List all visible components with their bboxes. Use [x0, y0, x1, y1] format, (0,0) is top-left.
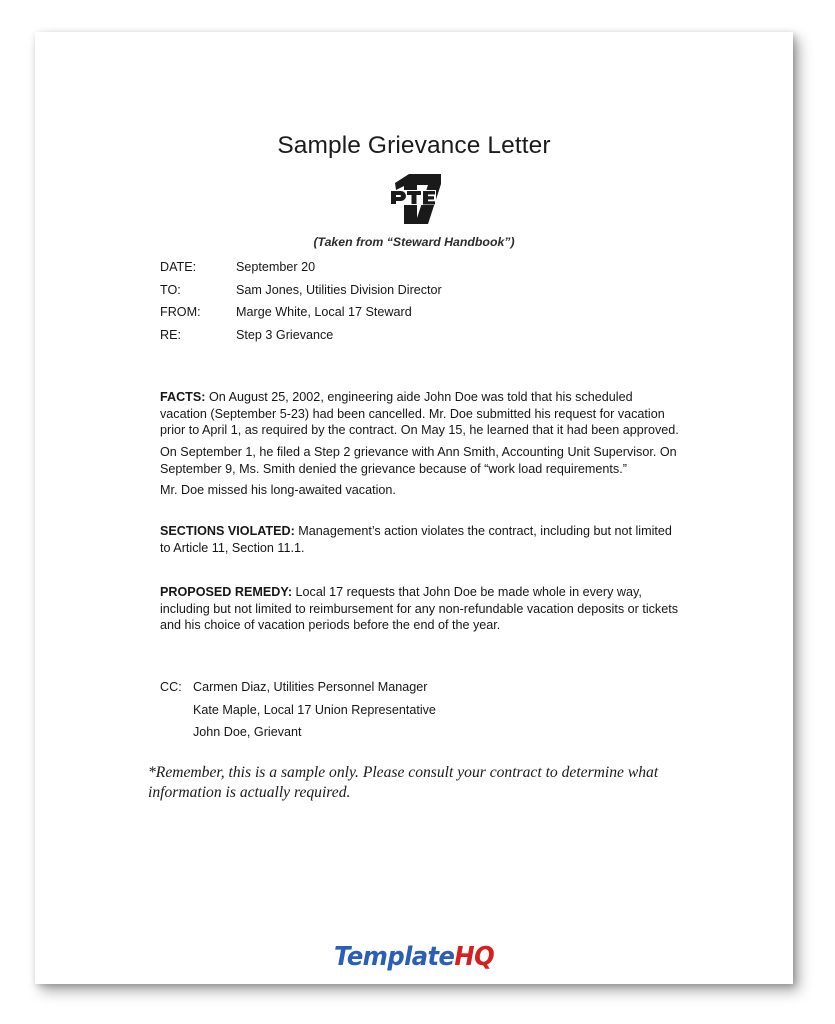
- sections-violated-label: SECTIONS VIOLATED:: [160, 524, 295, 538]
- source-attribution: (Taken from “Steward Handbook”): [313, 235, 515, 249]
- facts-text: On August 25, 2002, engineering aide John Doe was told that his scheduled vacation (September 5-23) had been cancelled. Mr. Doe submitted his request for vacation prior to April 1, as required by the contract. On May 15, he learned that it had been approved.: [160, 390, 679, 438]
- sections-violated-text: Management’s action violates the contract, including but not limited to Article 11, Section 11.1.: [160, 524, 672, 555]
- cc-recipient: Carmen Diaz, Utilities Personnel Manager: [193, 680, 428, 694]
- disclaimer-note: *Remember, this is a sample only. Please consult your contract to determine what information is actually required.: [148, 764, 659, 801]
- cc-row: [160, 725, 680, 748]
- cc-recipient: John Doe, Grievant: [193, 725, 302, 739]
- sections-violated-paragraph: [160, 523, 680, 556]
- header-value-to: Sam Jones, Utilities Division Director: [236, 282, 442, 297]
- document-sheet: [35, 32, 793, 984]
- header-row-date: [160, 260, 680, 283]
- step2-grievance-paragraph: [160, 444, 680, 477]
- missed-vacation-text: Mr. Doe missed his long-awaited vacation.: [160, 483, 396, 497]
- header-label-re: RE:: [160, 327, 181, 342]
- cc-recipient: Kate Maple, Local 17 Union Representative: [193, 702, 436, 717]
- letter-header-fields: [160, 260, 680, 350]
- header-value-re: Step 3 Grievance: [236, 327, 334, 342]
- brand-accent-text: HQ: [454, 942, 495, 972]
- cc-list: [160, 680, 680, 748]
- header-row-from: [160, 305, 680, 328]
- facts-paragraph: [160, 389, 680, 439]
- header-value-date: September 20: [236, 260, 316, 274]
- step2-grievance-text: On September 1, he filed a Step 2 grievance with Ann Smith, Accounting Unit Supervisor. On September 9, Ms. Smith denied the grievance because of “work load requirements.”: [160, 445, 677, 476]
- brand-primary-text: Template: [333, 942, 455, 972]
- cc-label: CC:: [160, 680, 182, 694]
- proposed-remedy-paragraph: [160, 584, 680, 634]
- header-value-from: Marge White, Local 17 Steward: [236, 305, 412, 320]
- proposed-remedy-label: PROPOSED REMEDY:: [160, 585, 293, 599]
- proposed-remedy-text: Local 17 requests that John Doe be made whole in every way, including but not limited to reimbursement for any non-refundable vacation deposits or tickets and his choice of vacation periods before the end of the year.: [160, 585, 679, 633]
- templatehq-watermark: [35, 944, 793, 970]
- missed-vacation-paragraph: [160, 482, 680, 499]
- facts-label: FACTS:: [160, 390, 206, 404]
- cc-row: [160, 680, 680, 703]
- header-label-from: FROM:: [160, 305, 201, 320]
- header-row-re: [160, 328, 680, 351]
- cc-row: [160, 703, 680, 726]
- page-title: Sample Grievance Letter: [277, 132, 551, 159]
- header-label-to: TO:: [160, 282, 181, 297]
- header-label-date: DATE:: [160, 260, 197, 274]
- pte-local-17-logo: [35, 168, 793, 230]
- header-row-to: [160, 283, 680, 306]
- brand-wordmark: [334, 944, 494, 970]
